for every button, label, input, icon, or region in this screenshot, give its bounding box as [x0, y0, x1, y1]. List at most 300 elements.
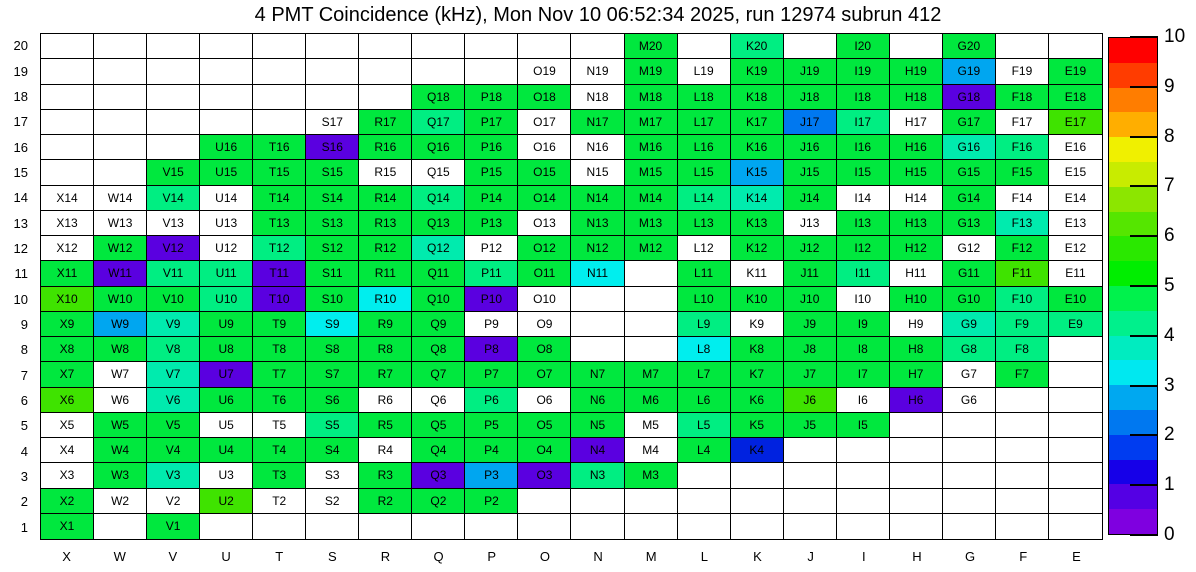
heatmap-cell	[306, 261, 359, 286]
cell-label: J17	[800, 114, 820, 129]
heatmap-cell	[200, 514, 253, 539]
heatmap-cell	[41, 413, 94, 438]
cell-label: O13	[533, 215, 556, 230]
colorbar-tick-label: 9	[1164, 75, 1175, 97]
cell-label: I11	[854, 266, 871, 281]
cell-label: H15	[904, 165, 927, 180]
heatmap-cell	[518, 413, 571, 438]
cell-label: Q6	[430, 392, 447, 407]
cell-label: R8	[377, 342, 393, 357]
heatmap-cell	[996, 337, 1049, 362]
heatmap-cell	[996, 261, 1049, 286]
cell-label: T10	[268, 291, 290, 306]
heatmap-cell	[996, 438, 1049, 463]
heatmap-cell	[306, 186, 359, 211]
cell-label: H17	[904, 114, 927, 129]
heatmap-cell	[943, 211, 996, 236]
cell-label: U10	[215, 291, 238, 306]
cell-label: O9	[536, 316, 553, 331]
heatmap-cell	[731, 160, 784, 185]
heatmap-cell	[94, 514, 147, 539]
cell-label: N13	[586, 215, 609, 230]
cell-label: E19	[1064, 64, 1087, 79]
heatmap-cell	[625, 287, 678, 312]
cell-label: L16	[693, 140, 714, 155]
cell-label: X5	[59, 417, 75, 432]
heatmap-cell	[996, 34, 1049, 59]
heatmap-cell	[147, 186, 200, 211]
cell-label: I13	[854, 215, 872, 230]
cell-label: Q17	[427, 114, 450, 129]
heatmap-cell	[1049, 261, 1102, 286]
chart-title: 4 PMT Coincidence (kHz), Mon Nov 10 06:52:34 2025, run 12974 subrun 412	[254, 4, 942, 26]
heatmap-cell	[94, 312, 147, 337]
x-axis-tick-label: W	[113, 548, 126, 564]
colorbar-segment	[1109, 311, 1157, 336]
cell-label: P2	[484, 493, 499, 508]
heatmap-cell	[465, 261, 518, 286]
cell-label: S16	[321, 140, 343, 155]
heatmap-cell	[147, 337, 200, 362]
heatmap-cell	[253, 388, 306, 413]
cell-label: N12	[586, 241, 609, 256]
heatmap-cell	[41, 287, 94, 312]
cell-label: R2	[377, 493, 393, 508]
cell-label: T11	[269, 266, 290, 281]
heatmap-cell	[890, 413, 943, 438]
heatmap-cell	[784, 34, 837, 59]
cell-label: U5	[218, 417, 234, 432]
heatmap-cell	[253, 211, 306, 236]
cell-label: J5	[803, 417, 817, 432]
heatmap-cell	[731, 85, 784, 110]
cell-label: R5	[377, 417, 393, 432]
cell-label: X7	[59, 367, 75, 382]
heatmap-cell	[571, 337, 624, 362]
y-axis-tick-label: 17	[13, 114, 28, 130]
heatmap-cell	[147, 211, 200, 236]
cell-label: E16	[1064, 140, 1087, 155]
colorbar-segment	[1109, 286, 1157, 311]
heatmap-cell	[996, 388, 1049, 413]
heatmap-cell	[359, 337, 412, 362]
x-axis-tick-label: I	[862, 548, 866, 564]
colorbar-tick	[1130, 285, 1158, 287]
colorbar-tick	[1130, 136, 1158, 138]
heatmap-cell	[200, 489, 253, 514]
cell-label: I10	[854, 291, 872, 306]
heatmap-cell	[200, 34, 253, 59]
cell-label: K8	[749, 342, 764, 357]
heatmap-cell	[784, 337, 837, 362]
cell-label: M3	[642, 468, 659, 483]
cell-label: U6	[218, 392, 234, 407]
heatmap-cell	[200, 59, 253, 84]
heatmap-cell	[784, 489, 837, 514]
cell-label: M17	[638, 114, 663, 129]
heatmap-cell	[253, 514, 306, 539]
cell-label: P5	[484, 417, 499, 432]
heatmap-cell	[996, 489, 1049, 514]
cell-label: J14	[800, 190, 820, 205]
cell-label: J19	[800, 64, 820, 79]
heatmap-cell	[837, 413, 890, 438]
cell-label: N5	[589, 417, 606, 432]
cell-label: O19	[533, 64, 556, 79]
colorbar-segment	[1109, 410, 1157, 435]
y-axis-tick-label: 11	[14, 266, 28, 282]
colorbar-segment	[1109, 88, 1157, 113]
cell-label: S7	[324, 367, 340, 382]
cell-label: T7	[272, 367, 287, 382]
heatmap-cell	[625, 236, 678, 261]
cell-label: F11	[1012, 266, 1032, 281]
colorbar-tick	[1130, 36, 1158, 38]
heatmap-cell	[412, 236, 465, 261]
heatmap-cell	[837, 85, 890, 110]
cell-label: J16	[800, 140, 820, 155]
cell-label: N11	[586, 266, 609, 281]
heatmap-cell	[306, 85, 359, 110]
cell-label: H9	[908, 316, 924, 331]
heatmap-cell	[253, 261, 306, 286]
heatmap-cell	[890, 85, 943, 110]
heatmap-cell	[465, 135, 518, 160]
heatmap-cell	[465, 337, 518, 362]
cell-label: Q18	[427, 89, 450, 104]
heatmap-cell	[412, 514, 465, 539]
cell-label: R3	[377, 468, 393, 483]
cell-label: W7	[111, 367, 130, 382]
colorbar-segment	[1109, 137, 1157, 162]
cell-label: L7	[696, 367, 711, 382]
heatmap-cell	[147, 236, 200, 261]
heatmap-cell	[571, 438, 624, 463]
heatmap-cell	[147, 110, 200, 135]
heatmap-cell	[412, 261, 465, 286]
heatmap-cell	[359, 85, 412, 110]
heatmap-cell	[412, 160, 465, 185]
heatmap-cell	[890, 186, 943, 211]
heatmap-cell	[625, 211, 678, 236]
heatmap-cell	[996, 312, 1049, 337]
cell-label: P12	[480, 241, 503, 256]
heatmap-cell	[465, 362, 518, 387]
heatmap-cell	[943, 388, 996, 413]
x-axis-tick-label: Q	[433, 548, 444, 564]
cell-label: P16	[480, 140, 503, 155]
x-axis-tick-label: P	[487, 548, 497, 564]
heatmap-cell	[837, 337, 890, 362]
heatmap-cell	[571, 186, 624, 211]
heatmap-cell	[465, 34, 518, 59]
heatmap-cell	[306, 337, 359, 362]
cell-label: K19	[745, 64, 768, 79]
cell-label: I8	[857, 342, 868, 357]
cell-label: M4	[642, 443, 659, 458]
heatmap-cell	[359, 261, 412, 286]
cell-label: W13	[107, 215, 133, 230]
heatmap-cell	[678, 160, 731, 185]
heatmap-cell	[625, 413, 678, 438]
colorbar-segment	[1109, 236, 1157, 261]
cell-label: S12	[321, 241, 343, 256]
heatmap-cell	[837, 59, 890, 84]
heatmap-cell	[253, 85, 306, 110]
heatmap-cell	[890, 388, 943, 413]
heatmap-cell	[890, 160, 943, 185]
cell-label: S13	[321, 215, 343, 230]
heatmap-cell	[943, 337, 996, 362]
cell-label: N18	[586, 89, 609, 104]
heatmap-cell	[731, 463, 784, 488]
heatmap-cell	[678, 362, 731, 387]
cell-label: L11	[694, 266, 714, 281]
heatmap-cell	[306, 514, 359, 539]
y-axis-tick-label: 14	[13, 190, 28, 206]
cell-label: K15	[745, 165, 768, 180]
cell-label: I16	[854, 140, 872, 155]
cell-label: E15	[1064, 165, 1087, 180]
heatmap-cell	[147, 160, 200, 185]
heatmap-cell	[943, 85, 996, 110]
cell-label: W10	[107, 291, 133, 306]
heatmap-cell	[1049, 236, 1102, 261]
cell-label: X4	[59, 443, 75, 458]
heatmap-cell	[465, 160, 518, 185]
heatmap-cell	[359, 312, 412, 337]
cell-label: L15	[693, 165, 714, 180]
heatmap-cell	[784, 362, 837, 387]
cell-label: J8	[803, 342, 817, 357]
heatmap-cell	[996, 362, 1049, 387]
cell-label: L9	[696, 316, 711, 331]
heatmap-cell	[678, 85, 731, 110]
y-axis-tick-label: 7	[20, 367, 28, 383]
colorbar-tick-label: 1	[1164, 474, 1175, 496]
heatmap-cell	[465, 463, 518, 488]
cell-label: T16	[268, 140, 290, 155]
cell-label: G14	[957, 190, 981, 205]
heatmap-cell	[943, 236, 996, 261]
heatmap-cell	[625, 59, 678, 84]
heatmap-cell	[412, 186, 465, 211]
heatmap-cell	[518, 135, 571, 160]
y-axis-tick-label: 5	[20, 418, 28, 434]
cell-label: L12	[693, 241, 714, 256]
heatmap-cell	[625, 85, 678, 110]
heatmap-cell	[625, 514, 678, 539]
heatmap-cell	[41, 463, 94, 488]
cell-label: U8	[218, 342, 234, 357]
heatmap-cell	[996, 110, 1049, 135]
heatmap-cell	[359, 135, 412, 160]
heatmap-cell	[41, 160, 94, 185]
cell-label: I6	[857, 392, 868, 407]
cell-label: K14	[745, 190, 768, 205]
cell-label: Q11	[427, 266, 450, 281]
heatmap-cell	[253, 362, 306, 387]
colorbar-tick-label: 0	[1164, 524, 1175, 545]
cell-label: U16	[215, 140, 238, 155]
colorbar-segment	[1109, 162, 1157, 187]
cell-label: K17	[745, 114, 768, 129]
cell-label: K4	[749, 443, 764, 458]
heatmap-cell	[996, 135, 1049, 160]
heatmap-cell	[571, 34, 624, 59]
cell-label: N16	[586, 140, 609, 155]
colorbar-segment	[1109, 385, 1157, 410]
heatmap-cell	[571, 85, 624, 110]
cell-label: U14	[215, 190, 238, 205]
cell-label: V10	[162, 291, 184, 306]
cell-label: R17	[374, 114, 397, 129]
heatmap-cell	[94, 211, 147, 236]
cell-label: X6	[59, 392, 75, 407]
heatmap-cell	[518, 186, 571, 211]
heatmap-cell	[571, 211, 624, 236]
cell-label: X12	[56, 241, 78, 256]
cell-label: M19	[638, 64, 663, 79]
heatmap-cell	[678, 59, 731, 84]
cell-label: G17	[957, 114, 981, 129]
heatmap-cell	[41, 388, 94, 413]
cell-label: X11	[56, 266, 78, 281]
cell-label: I5	[857, 417, 868, 432]
heatmap-cell	[412, 287, 465, 312]
heatmap-cell	[359, 211, 412, 236]
cell-label: O4	[536, 443, 553, 458]
heatmap-cell	[200, 362, 253, 387]
heatmap-cell	[731, 388, 784, 413]
heatmap-cell	[306, 463, 359, 488]
heatmap-cell	[784, 110, 837, 135]
heatmap-cell	[996, 287, 1049, 312]
cell-label: X14	[56, 190, 78, 205]
colorbar-tick-label: 7	[1164, 175, 1175, 197]
heatmap-cell	[996, 211, 1049, 236]
cell-label: U15	[215, 165, 238, 180]
cell-label: F17	[1011, 114, 1033, 129]
colorbar-tick-label: 8	[1164, 125, 1175, 147]
heatmap-cell	[678, 463, 731, 488]
heatmap-cell	[94, 261, 147, 286]
colorbar-segment	[1109, 484, 1157, 509]
cell-label: Q8	[430, 342, 447, 357]
cell-label: T14	[268, 190, 290, 205]
cell-label: T6	[272, 392, 287, 407]
heatmap-cell	[147, 362, 200, 387]
heatmap-cell	[837, 463, 890, 488]
cell-label: O5	[536, 417, 553, 432]
heatmap-cell	[731, 59, 784, 84]
cell-label: J10	[800, 291, 820, 306]
colorbar-segment	[1109, 261, 1157, 286]
heatmap-cell	[306, 312, 359, 337]
heatmap-cell	[678, 110, 731, 135]
heatmap-cell	[890, 236, 943, 261]
cell-label: L14	[693, 190, 714, 205]
heatmap-cell	[94, 85, 147, 110]
cell-label: O10	[533, 291, 556, 306]
colorbar-segment	[1109, 435, 1157, 460]
heatmap-cell	[837, 261, 890, 286]
cell-label: P3	[484, 468, 499, 483]
cell-label: H16	[904, 140, 927, 155]
heatmap-cell	[1049, 362, 1102, 387]
cell-label: F18	[1011, 89, 1033, 104]
heatmap-cell	[625, 337, 678, 362]
heatmap-cell	[253, 413, 306, 438]
cell-label: Q2	[430, 493, 447, 508]
cell-label: K7	[749, 367, 764, 382]
cell-label: O7	[536, 367, 553, 382]
cell-label: O15	[533, 165, 556, 180]
cell-label: H10	[904, 291, 927, 306]
cell-label: R12	[374, 241, 397, 256]
colorbar-tick-label: 2	[1164, 424, 1175, 446]
cell-label: M15	[638, 165, 663, 180]
heatmap-cell	[996, 413, 1049, 438]
cell-label: H11	[905, 266, 927, 281]
cell-label: L6	[696, 392, 711, 407]
heatmap-cell	[678, 287, 731, 312]
heatmap-cell	[94, 135, 147, 160]
cell-label: Q3	[430, 468, 447, 483]
heatmap-cell	[200, 261, 253, 286]
cell-label: G16	[957, 140, 981, 155]
heatmap-cell	[731, 514, 784, 539]
cell-label: H7	[908, 367, 924, 382]
cell-label: U12	[215, 241, 238, 256]
cell-label: T8	[272, 342, 287, 357]
heatmap-cell	[678, 438, 731, 463]
colorbar-tick	[1130, 484, 1158, 486]
heatmap-cell	[837, 110, 890, 135]
heatmap-cell	[625, 388, 678, 413]
cell-label: F7	[1014, 367, 1029, 382]
heatmap-cell	[678, 135, 731, 160]
heatmap-cell	[412, 438, 465, 463]
colorbar-tick	[1130, 385, 1158, 387]
heatmap-cell	[731, 236, 784, 261]
cell-label: M12	[638, 241, 663, 256]
cell-label: V7	[165, 367, 181, 382]
heatmap-cell	[359, 514, 412, 539]
cell-label: I14	[854, 190, 872, 205]
heatmap-cell	[625, 261, 678, 286]
cell-label: K10	[745, 291, 768, 306]
heatmap-cell	[465, 211, 518, 236]
heatmap-cell	[359, 160, 412, 185]
heatmap-cell	[147, 514, 200, 539]
cell-label: G6	[960, 392, 977, 407]
heatmap-cell	[1049, 413, 1102, 438]
heatmap-cell	[359, 388, 412, 413]
heatmap-cell	[94, 287, 147, 312]
heatmap-cell	[890, 312, 943, 337]
heatmap-cell	[94, 489, 147, 514]
cell-label: R7	[377, 367, 393, 382]
heatmap-cell	[465, 236, 518, 261]
heatmap-cell	[41, 362, 94, 387]
y-axis-tick-label: 15	[13, 164, 28, 180]
heatmap-cell	[41, 438, 94, 463]
heatmap-cell	[784, 59, 837, 84]
heatmap-cell	[1049, 160, 1102, 185]
cell-label: N15	[586, 165, 609, 180]
cell-label: G10	[957, 291, 981, 306]
